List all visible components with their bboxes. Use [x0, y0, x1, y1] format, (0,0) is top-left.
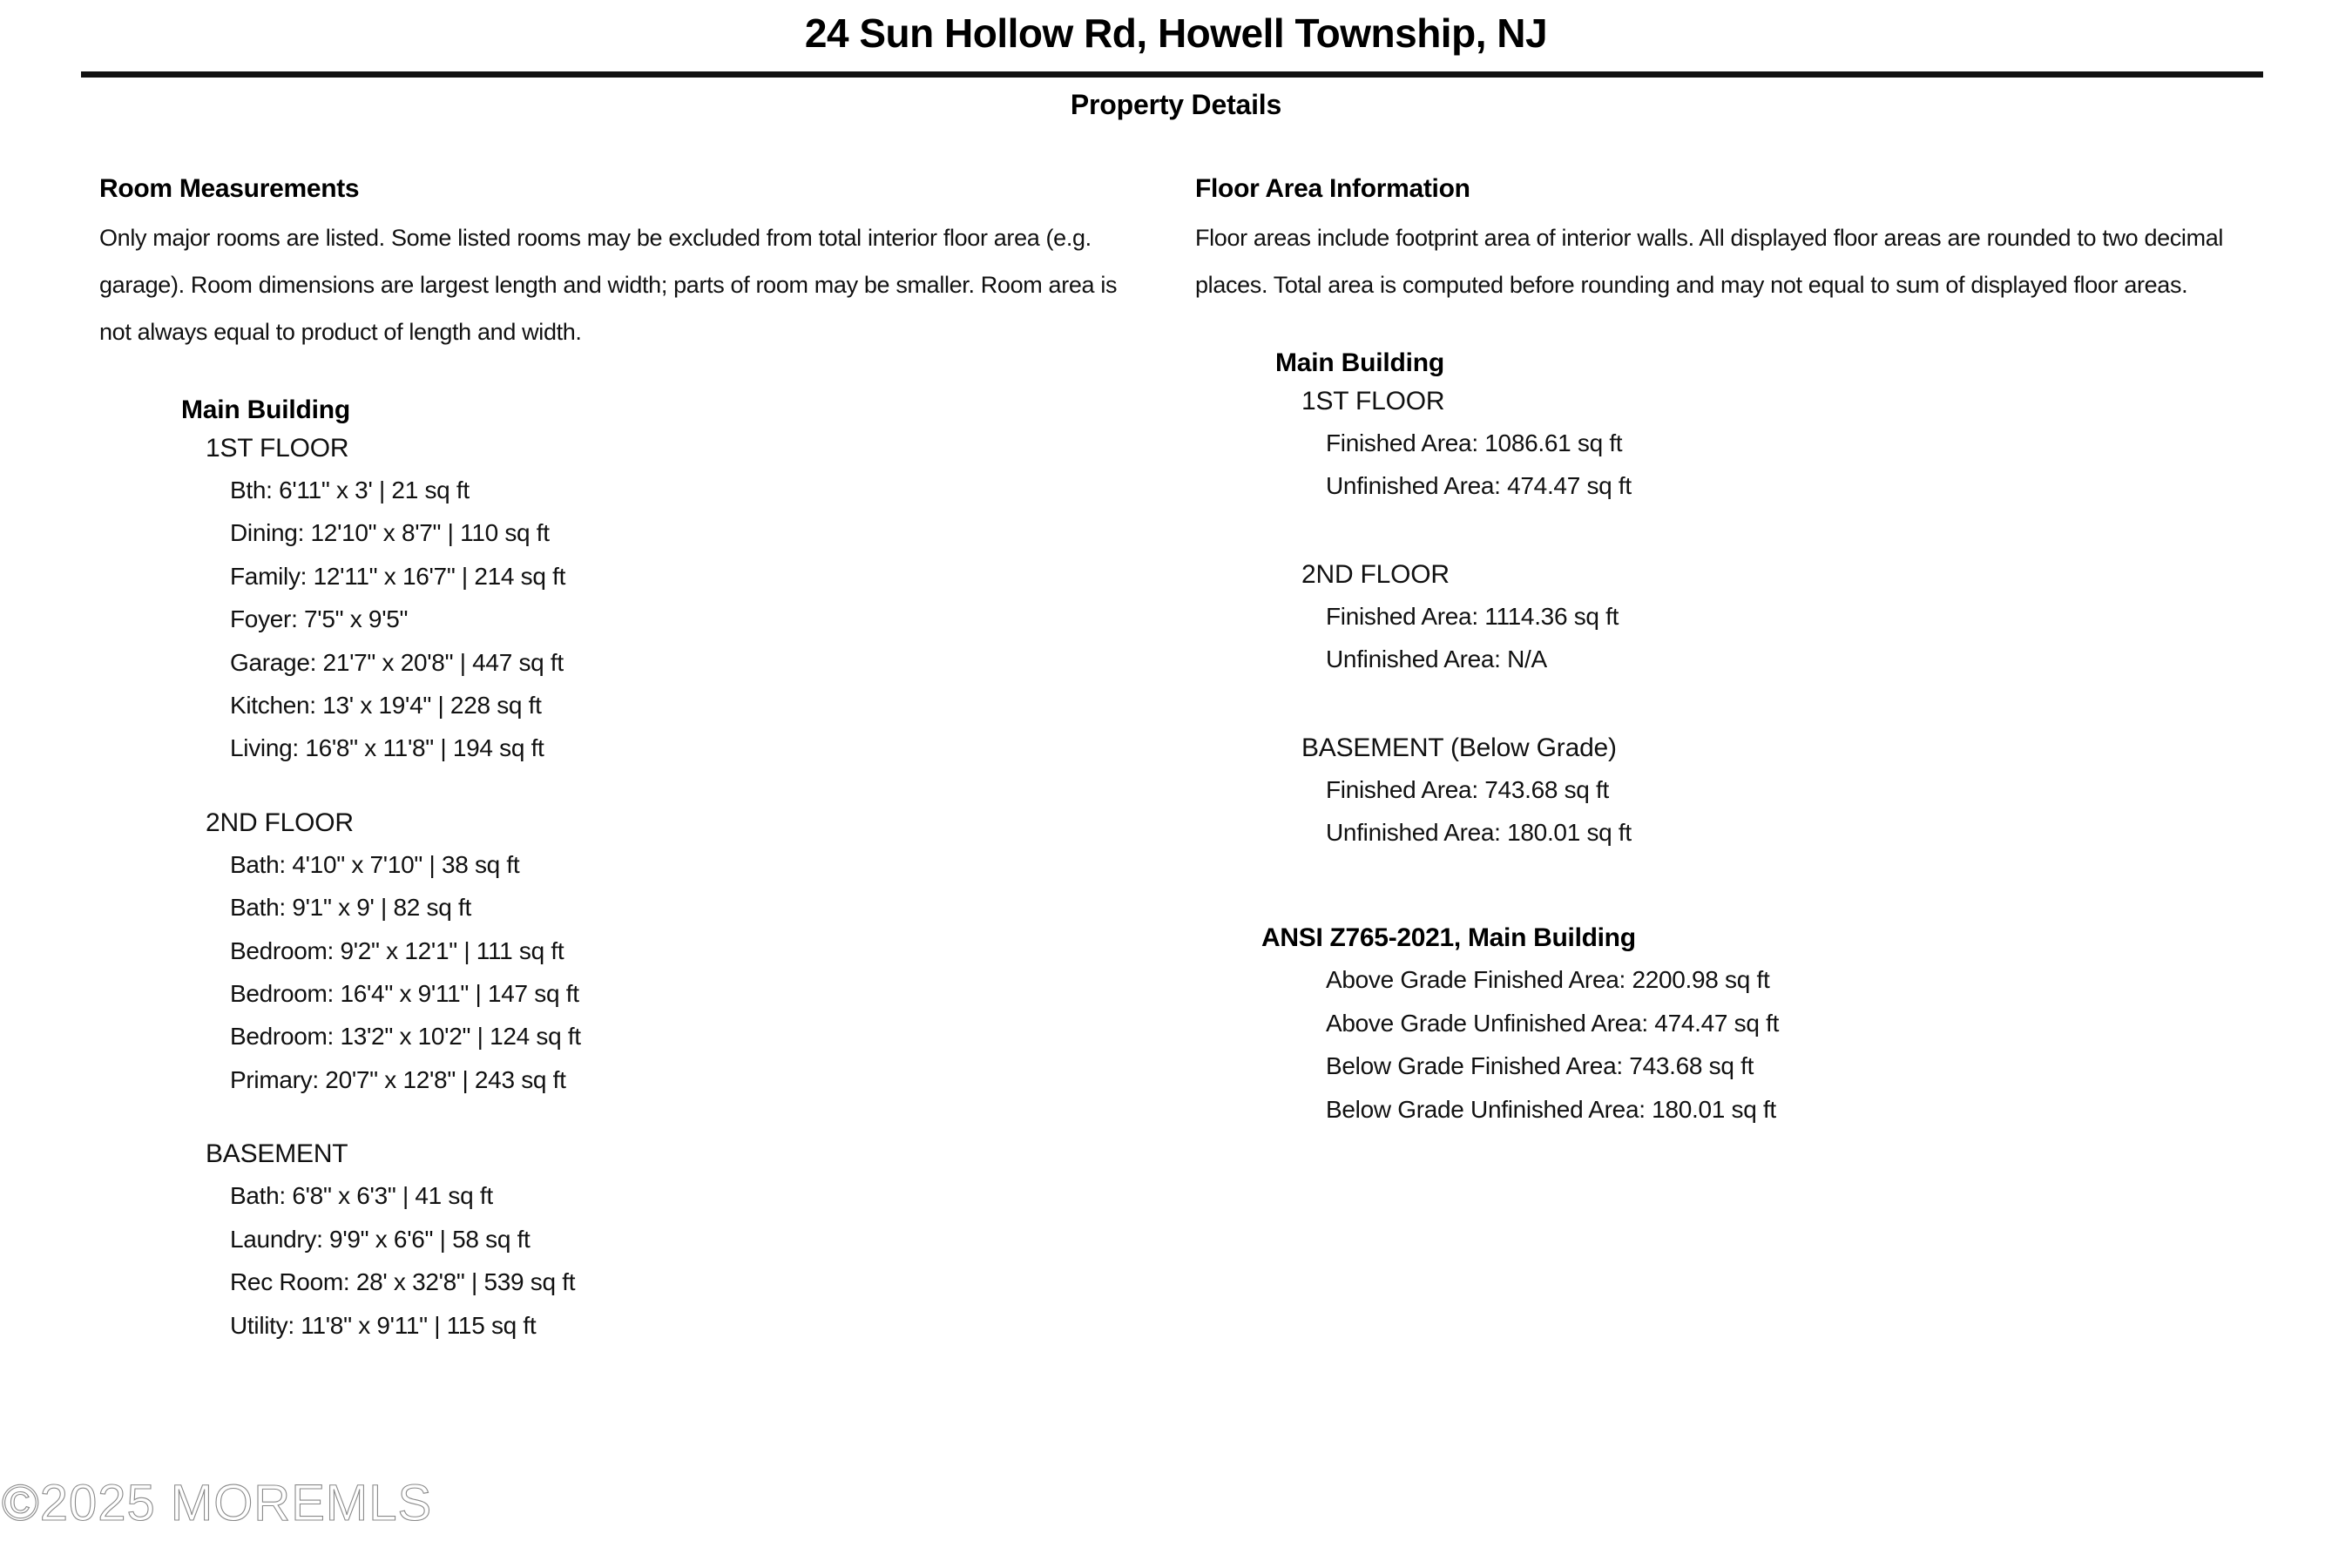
- room-entry: Family: 12'11" x 16'7" | 214 sq ft: [230, 562, 566, 590]
- ansi-standard-title: ANSI Z765-2021, Main Building: [1261, 923, 1636, 953]
- room-measurements-note: Only major rooms are listed. Some listed rooms may be excluded from total interior floor area (e.g. garage). Room dimensions are largest length and width; parts of room may be smaller. Room area is not always equal to product of length and width.: [99, 225, 1118, 345]
- area-list-1st: [1195, 422, 2275, 508]
- ansi-entry-list: [1195, 958, 2275, 1131]
- room-entry: Bedroom: 16'4" x 9'11" | 147 sq ft: [230, 980, 579, 1008]
- room-entry: Bath: 4'10" x 7'10" | 38 sq ft: [230, 850, 520, 878]
- area-entry: Finished Area: 743.68 sq ft: [1326, 775, 1610, 803]
- room-entry: Primary: 20'7" x 12'8" | 243 sq ft: [230, 1065, 566, 1093]
- ansi-entry: Above Grade Finished Area: 2200.98 sq ft: [1326, 966, 1770, 994]
- area-entry: Finished Area: 1086.61 sq ft: [1326, 429, 1623, 456]
- room-entry: Foyer: 7'5" x 9'5": [230, 605, 409, 633]
- building-name: Main Building: [181, 395, 351, 424]
- area-entry: Finished Area: 1114.36 sq ft: [1326, 602, 1619, 630]
- ansi-entry: Above Grade Unfinished Area: 474.47 sq ft: [1326, 1009, 1780, 1037]
- room-measurements-building: [99, 395, 1153, 1347]
- room-entry: Bedroom: 9'2" x 12'1" | 111 sq ft: [230, 936, 564, 964]
- floor-name: BASEMENT: [206, 1139, 348, 1169]
- floor-name: 1ST FLOOR: [206, 434, 349, 463]
- header-divider: [81, 71, 2263, 78]
- floor-name: BASEMENT (Below Grade): [1301, 733, 1617, 762]
- floor-name: 2ND FLOOR: [1301, 559, 1450, 589]
- room-entry: Rec Room: 28' x 32'8" | 539 sq ft: [230, 1268, 576, 1296]
- floor-area-column: [1195, 174, 2275, 1131]
- floor-name: 1ST FLOOR: [1301, 387, 1445, 416]
- room-entry: Bth: 6'11" x 3' | 21 sq ft: [230, 476, 470, 504]
- floor-area-heading: Floor Area Information: [1195, 174, 1470, 203]
- area-entry: Unfinished Area: 180.01 sq ft: [1326, 819, 1632, 847]
- area-list-basement: [1195, 768, 2275, 855]
- room-entry: Garage: 21'7" x 20'8" | 447 sq ft: [230, 648, 564, 676]
- floor-block-basement: [99, 1139, 1153, 1347]
- ansi-standard-block: [1195, 923, 2275, 1131]
- room-list-2nd: [99, 843, 1153, 1101]
- room-entry: Dining: 12'10" x 8'7" | 110 sq ft: [230, 519, 550, 547]
- floor-area-building: [1195, 348, 2275, 854]
- room-measurements-column: [99, 174, 1153, 1347]
- area-entry: Unfinished Area: 474.47 sq ft: [1326, 472, 1632, 500]
- floor-area-note: Floor areas include footprint area of interior walls. All displayed floor areas are rounded to two decimal places. Total area is computed before rounding and may not equal to sum of displayed floor areas.: [1195, 225, 2224, 298]
- area-block-2nd: [1195, 560, 2275, 681]
- page-subtitle: Property Details: [1070, 89, 1282, 120]
- page-title: 24 Sun Hollow Rd, Howell Township, NJ: [804, 10, 1548, 56]
- room-entry: Laundry: 9'9" x 6'6" | 58 sq ft: [230, 1225, 531, 1253]
- area-entry: Unfinished Area: N/A: [1326, 645, 1547, 673]
- room-entry: Utility: 11'8" x 9'11" | 115 sq ft: [230, 1311, 537, 1339]
- floor-block-1st: [99, 434, 1153, 770]
- room-entry: Living: 16'8" x 11'8" | 194 sq ft: [230, 734, 544, 762]
- area-block-1st: [1195, 387, 2275, 508]
- room-list-1st: [99, 469, 1153, 770]
- floor-block-2nd: [99, 808, 1153, 1101]
- ansi-entry: Below Grade Unfinished Area: 180.01 sq ft: [1326, 1095, 1776, 1123]
- room-entry: Bedroom: 13'2" x 10'2" | 124 sq ft: [230, 1023, 581, 1051]
- room-list-basement: [99, 1174, 1153, 1347]
- ansi-entry: Below Grade Finished Area: 743.68 sq ft: [1326, 1052, 1754, 1080]
- room-measurements-heading: Room Measurements: [99, 174, 360, 203]
- building-name: Main Building: [1275, 348, 1445, 377]
- room-entry: Kitchen: 13' x 19'4" | 228 sq ft: [230, 692, 542, 720]
- room-entry: Bath: 9'1" x 9' | 82 sq ft: [230, 894, 471, 922]
- floor-name: 2ND FLOOR: [206, 808, 354, 837]
- room-entry: Bath: 6'8" x 6'3" | 41 sq ft: [230, 1182, 493, 1210]
- area-list-2nd: [1195, 595, 2275, 681]
- area-block-basement: [1195, 733, 2275, 855]
- copyright-watermark: ©2025 MOREMLS: [2, 1475, 433, 1531]
